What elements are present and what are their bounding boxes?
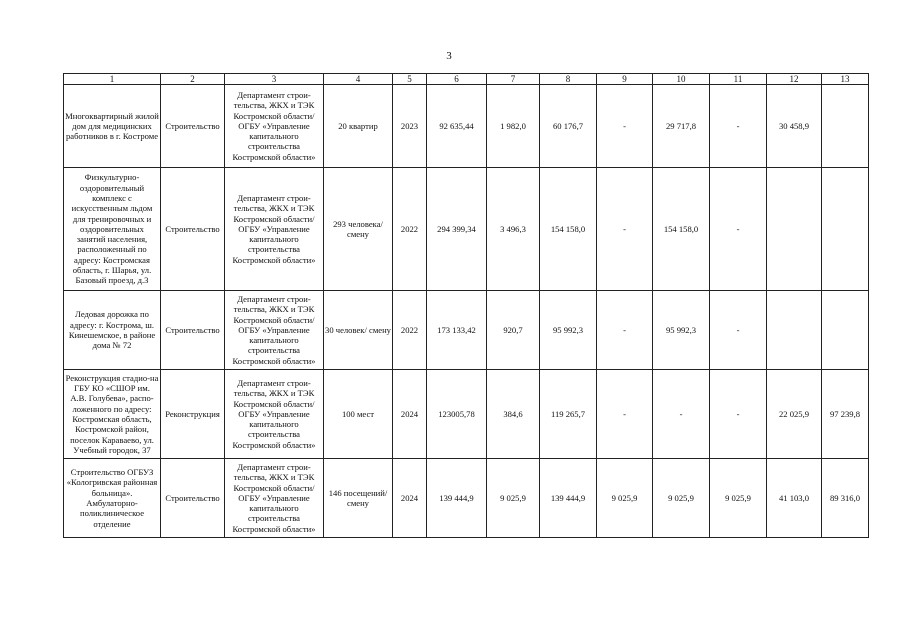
value-cell [822,85,869,168]
year-cell: 2024 [393,459,427,538]
value-cell: 3 496,3 [487,168,540,291]
value-cell: - [597,168,653,291]
value-cell: 9 025,9 [487,459,540,538]
column-header: 5 [393,74,427,85]
year-cell: 2024 [393,370,427,459]
value-cell: 60 176,7 [540,85,597,168]
value-cell [822,291,869,370]
work-type-cell: Строительство [161,85,225,168]
object-name-cell: Многоквартирный жилой дом для медицинских работников в г. Костроме [64,85,161,168]
value-cell: - [710,370,767,459]
agency-cell: Департамент строи-тельства, ЖКХ и ТЭК Костромской области/ ОГБУ «Управление капитального строительства Костромской области» [225,85,324,168]
object-name-cell: Физкультурно-оздоровительный комплекс с искусственным льдом для тренировочных и оздоровительных занятий населения, расположенный по адресу: Костромская область, г. Шарья, ул. Базовый проезд, д.3 [64,168,161,291]
value-cell: 9 025,9 [597,459,653,538]
value-cell: - [653,370,710,459]
capacity-cell: 100 мест [324,370,393,459]
column-header: 10 [653,74,710,85]
value-cell: 30 458,9 [767,85,822,168]
value-cell: 9 025,9 [710,459,767,538]
year-cell: 2023 [393,85,427,168]
value-cell: 173 133,42 [427,291,487,370]
value-cell: - [597,85,653,168]
investment-objects-table [63,73,869,538]
value-cell: 29 717,8 [653,85,710,168]
table-header-row [64,74,869,85]
column-header: 1 [64,74,161,85]
column-header: 12 [767,74,822,85]
work-type-cell: Реконструкция [161,370,225,459]
value-cell: 119 265,7 [540,370,597,459]
value-cell: 123005,78 [427,370,487,459]
value-cell: 920,7 [487,291,540,370]
work-type-cell: Строительство [161,459,225,538]
work-type-cell: Строительство [161,168,225,291]
object-name-cell: Реконструкция стадио-на ГБУ КО «СШОР им. А.В. Голубева», распо-ложенного по адресу: Костромская область, Костромской район, поселок Караваево, ул. Учебный городок, 37 [64,370,161,459]
column-header: 6 [427,74,487,85]
value-cell: 41 103,0 [767,459,822,538]
value-cell: 139 444,9 [427,459,487,538]
value-cell: 294 399,34 [427,168,487,291]
column-header: 7 [487,74,540,85]
capacity-cell: 30 человек/ смену [324,291,393,370]
capacity-cell: 293 человека/ смену [324,168,393,291]
agency-cell: Департамент строи-тельства, ЖКХ и ТЭК Костромской области/ ОГБУ «Управление капитального строительства Костромской области» [225,459,324,538]
agency-cell: Департамент строи-тельства, ЖКХ и ТЭК Костромской области/ ОГБУ «Управление капитального строительства Костромской области» [225,291,324,370]
column-header: 9 [597,74,653,85]
value-cell: 1 982,0 [487,85,540,168]
value-cell: 89 316,0 [822,459,869,538]
year-cell: 2022 [393,168,427,291]
value-cell: - [710,168,767,291]
value-cell: 95 992,3 [540,291,597,370]
value-cell: 384,6 [487,370,540,459]
value-cell: - [710,85,767,168]
column-header: 3 [225,74,324,85]
column-header: 13 [822,74,869,85]
table-row [64,459,869,538]
value-cell: 92 635,44 [427,85,487,168]
value-cell: - [597,370,653,459]
column-header: 8 [540,74,597,85]
value-cell [822,168,869,291]
value-cell: 139 444,9 [540,459,597,538]
agency-cell: Департамент строи-тельства, ЖКХ и ТЭК Костромской области/ ОГБУ «Управление капитального строительства Костромской области» [225,370,324,459]
value-cell: - [710,291,767,370]
year-cell: 2022 [393,291,427,370]
object-name-cell: Ледовая дорожка по адресу: г. Кострома, ш. Кинешемское, в районе дома № 72 [64,291,161,370]
value-cell: 95 992,3 [653,291,710,370]
capacity-cell: 146 посещений/ смену [324,459,393,538]
work-type-cell: Строительство [161,291,225,370]
value-cell [767,291,822,370]
value-cell: 154 158,0 [653,168,710,291]
table-row [64,85,869,168]
column-header: 11 [710,74,767,85]
table-row [64,370,869,459]
capacity-cell: 20 квартир [324,85,393,168]
agency-cell: Департамент строи-тельства, ЖКХ и ТЭК Костромской области/ ОГБУ «Управление капитального строительства Костромской области» [225,168,324,291]
page-number: 3 [446,50,452,62]
table-row [64,291,869,370]
column-header: 2 [161,74,225,85]
column-header: 4 [324,74,393,85]
value-cell: 97 239,8 [822,370,869,459]
value-cell: 154 158,0 [540,168,597,291]
value-cell: 9 025,9 [653,459,710,538]
value-cell: 22 025,9 [767,370,822,459]
object-name-cell: Строительство ОГБУЗ «Кологривская районная больница». Амбулаторно-поликлиническое отделение [64,459,161,538]
value-cell [767,168,822,291]
table-row [64,168,869,291]
value-cell: - [597,291,653,370]
